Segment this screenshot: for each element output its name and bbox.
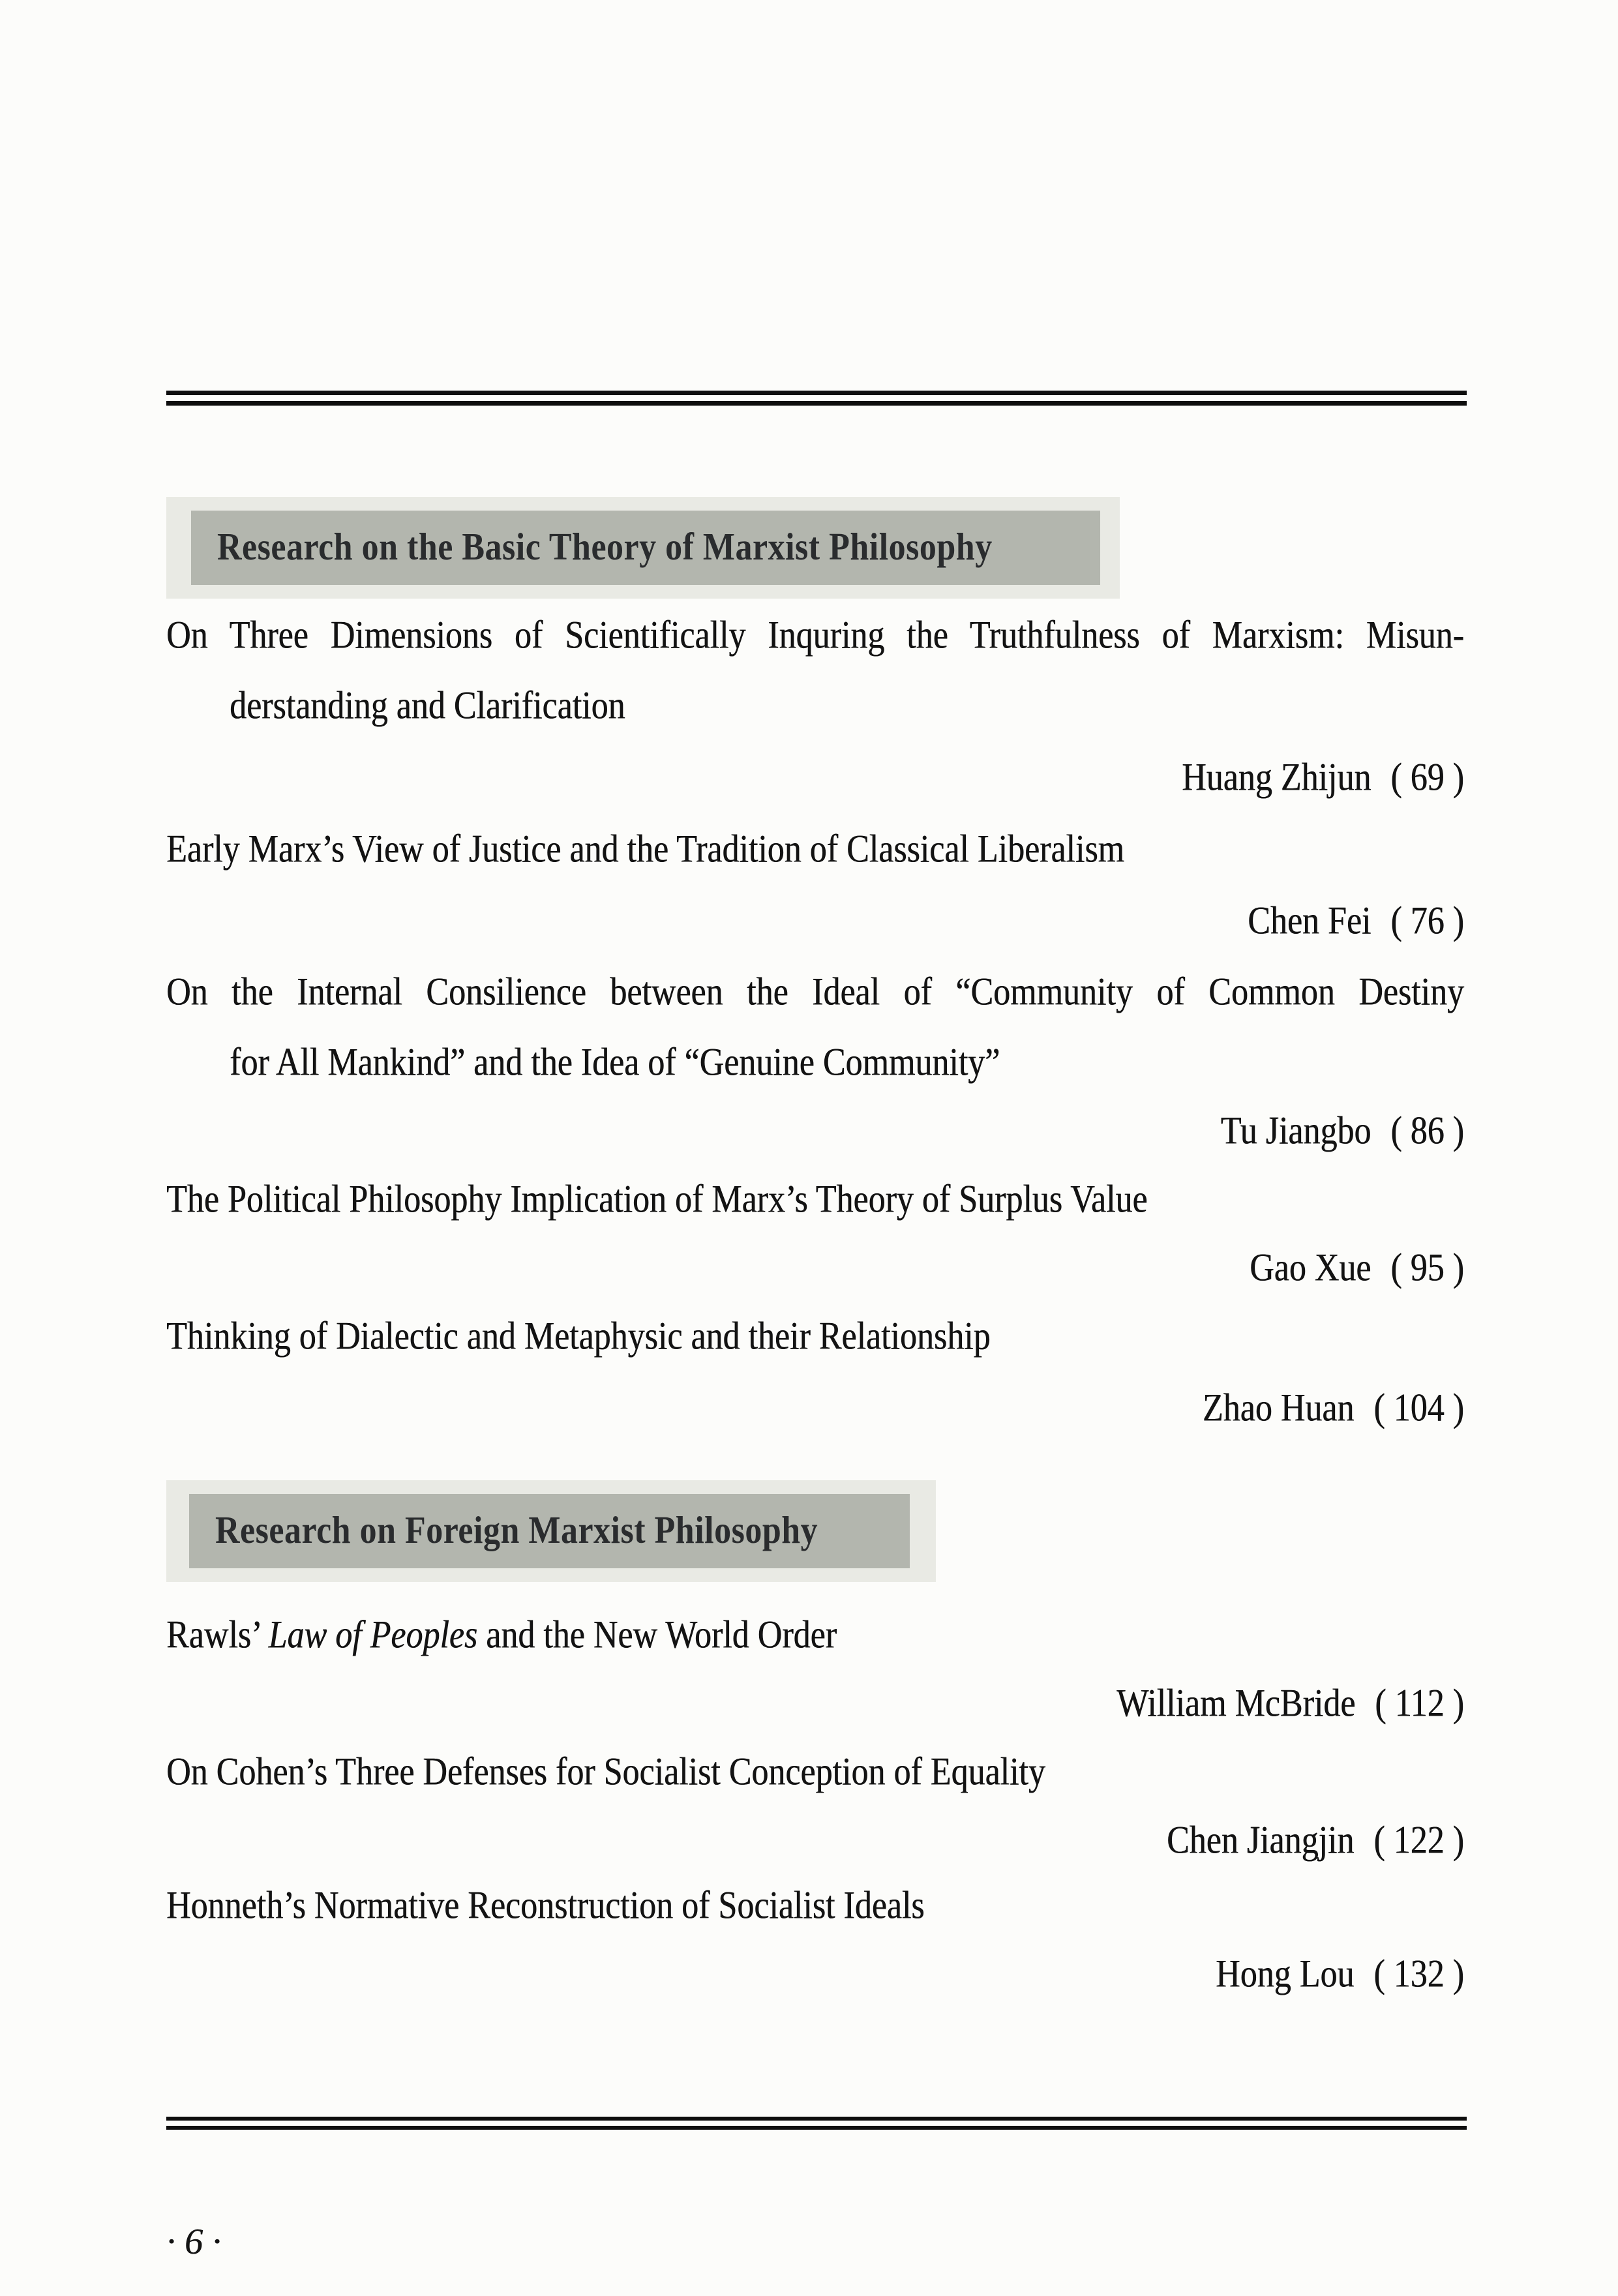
page-reference: ( 76 )	[1390, 899, 1464, 943]
article-author-line	[166, 1812, 1464, 1870]
article-author-line	[166, 1675, 1464, 1733]
article-title-line: Honneth’s Normative Reconstruction of Socialist Ideals	[166, 1884, 925, 1928]
author-name: Chen Fei	[1248, 899, 1371, 943]
author-name: Hong Lou	[1216, 1952, 1355, 1996]
title-text: and the New World Order	[477, 1613, 837, 1657]
article-title-line: On Cohen’s Three Defenses for Socialist Conception of Equality	[166, 1750, 1045, 1794]
page-reference: ( 95 )	[1390, 1246, 1464, 1290]
page-reference: ( 104 )	[1373, 1386, 1464, 1430]
page-reference: ( 122 )	[1373, 1819, 1464, 1862]
article-author-line	[166, 893, 1464, 950]
author-name: Zhao Huan	[1202, 1386, 1355, 1430]
article-author-line	[166, 749, 1464, 807]
title-italic-text: Law of Peoples	[268, 1613, 478, 1657]
section-header-basic-theory: Research on the Basic Theory of Marxist Philosophy	[191, 511, 1100, 585]
author-name: Tu Jiangbo	[1220, 1109, 1371, 1153]
article-title-line	[166, 1607, 1464, 1664]
top-divider-rule	[166, 391, 1467, 406]
page-number: · 6 ·	[166, 2222, 221, 2262]
article-title-line: On Three Dimensions of Scientifically Inquring the Truthfulness of Marxism: Misun-	[166, 614, 1464, 657]
page-reference: ( 86 )	[1390, 1109, 1464, 1153]
page-reference: ( 69 )	[1390, 756, 1464, 799]
page-reference: ( 112 )	[1375, 1682, 1464, 1725]
article-title-line: for All Mankind” and the Idea of “Genuine Community”	[230, 1041, 1000, 1084]
article-author-line	[166, 1103, 1464, 1160]
article-title-line: The Political Philosophy Implication of Marx’s Theory of Surplus Value	[166, 1178, 1148, 1221]
author-name: Chen Jiangjin	[1166, 1819, 1355, 1862]
article-author-line	[166, 1380, 1464, 1437]
page-reference: ( 132 )	[1373, 1952, 1464, 1996]
article-author-line	[166, 1946, 1464, 2003]
author-name: Gao Xue	[1250, 1246, 1371, 1290]
section-header-foreign-marxist: Research on Foreign Marxist Philosophy	[189, 1494, 910, 1568]
author-name: Huang Zhijun	[1182, 756, 1371, 799]
article-title-line: On the Internal Consilience between the Ideal of “Community of Common Destiny	[166, 970, 1464, 1014]
article-title-line: Thinking of Dialectic and Metaphysic and their Relationship	[166, 1315, 991, 1358]
article-author-line	[166, 1240, 1464, 1297]
article-title-line: derstanding and Clarification	[230, 684, 625, 728]
bottom-divider-rule	[166, 2117, 1467, 2130]
article-title-line: Early Marx’s View of Justice and the Tradition of Classical Liberalism	[166, 827, 1124, 871]
title-text: Rawls’	[166, 1613, 269, 1657]
author-name: William McBride	[1116, 1682, 1356, 1725]
